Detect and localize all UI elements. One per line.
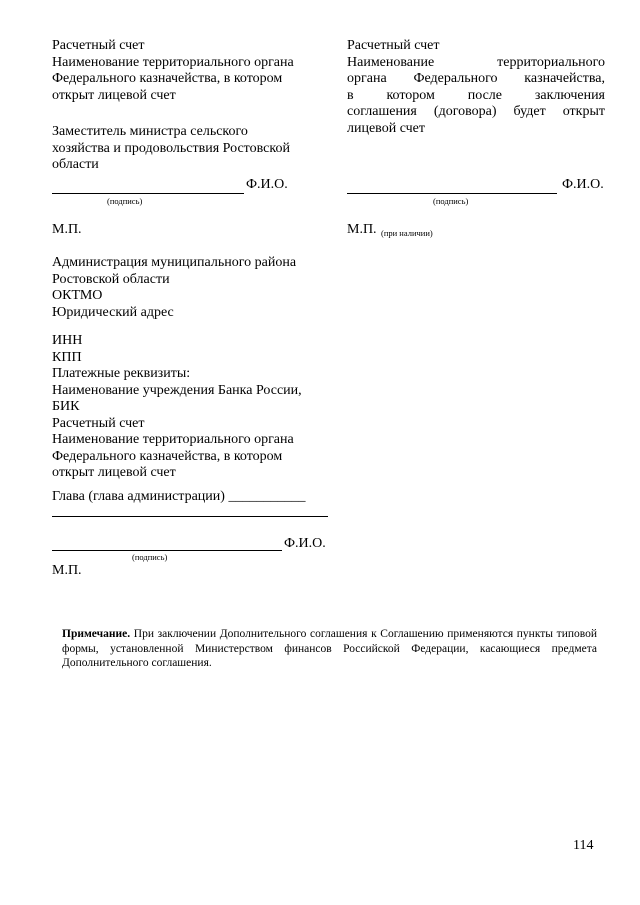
left-signature-caption-2: (подпись) (132, 552, 168, 562)
requisites-block (52, 333, 302, 482)
deputy-minister-line: Заместитель министра сельского (52, 124, 248, 139)
requisites-line: открыт лицевой счет (52, 465, 176, 480)
administration-block (52, 255, 296, 321)
requisites-line: Платежные реквизиты: (52, 366, 191, 381)
head-extra-line (52, 516, 328, 517)
left-stamp-2: М.П. (52, 563, 82, 578)
left-bank-line: Наименование территориального органа (52, 54, 294, 70)
left-bank-line: открыт лицевой счет (52, 87, 176, 103)
right-stamp: М.П. (347, 222, 377, 237)
left-bank-block (52, 38, 294, 104)
left-signature-line (52, 193, 244, 194)
requisites-line: Расчетный счет (52, 415, 145, 431)
left-signature-line-2 (52, 550, 282, 551)
left-fio-label: Ф.И.О. (246, 177, 288, 192)
footnote-label: Примечание. (62, 628, 131, 640)
right-bank-block (347, 38, 605, 137)
right-bank-line: в котором после заключения (347, 87, 605, 103)
administration-line: Ростовской области (52, 271, 170, 287)
requisites-line: ИНН (52, 333, 83, 348)
requisites-line: КПП (52, 349, 82, 365)
administration-line: Администрация муниципального района (52, 255, 297, 270)
right-bank-line: Наименование территориального (347, 54, 605, 70)
footnote-text: При заключении Дополнительного соглашения к Соглашению применяются пункты типовой формы, установленной Министерством финансов Российской Федерации, касающиеся предмета Дополнительного соглашения. (62, 628, 598, 669)
requisites-line: БИК (52, 399, 80, 414)
right-bank-line: органа Федерального казначейства, (347, 71, 605, 86)
right-bank-line: Расчетный счет (347, 38, 440, 53)
administration-line: ОКТМО (52, 288, 103, 303)
right-fio-label: Ф.И.О. (562, 177, 604, 192)
left-bank-line: Расчетный счет (52, 38, 145, 53)
page-number: 114 (573, 838, 594, 853)
left-stamp: М.П. (52, 222, 82, 237)
deputy-minister-line: хозяйства и продовольствия Ростовской (52, 140, 290, 156)
requisites-line: Федерального казначейства, в котором (52, 448, 283, 464)
left-bank-line: Федерального казначейства, в котором (52, 71, 283, 86)
left-fio-label-2: Ф.И.О. (284, 536, 326, 551)
requisites-line: Наименование учреждения Банка России, (52, 382, 302, 398)
right-stamp-note: (при наличии) (381, 228, 433, 238)
left-signature-caption: (подпись) (107, 196, 143, 206)
head-label: Глава (глава администрации) ___________ (52, 489, 306, 504)
footnote (62, 627, 597, 671)
deputy-minister-line: области (52, 157, 99, 172)
administration-line: Юридический адрес (52, 304, 174, 320)
requisites-line: Наименование территориального органа (52, 432, 294, 447)
right-bank-line: соглашения (договора) будет открыт (347, 104, 605, 119)
right-signature-line (347, 193, 557, 194)
right-signature-caption: (подпись) (433, 196, 469, 206)
right-bank-line: лицевой счет (347, 120, 425, 136)
deputy-minister-block (52, 124, 290, 174)
